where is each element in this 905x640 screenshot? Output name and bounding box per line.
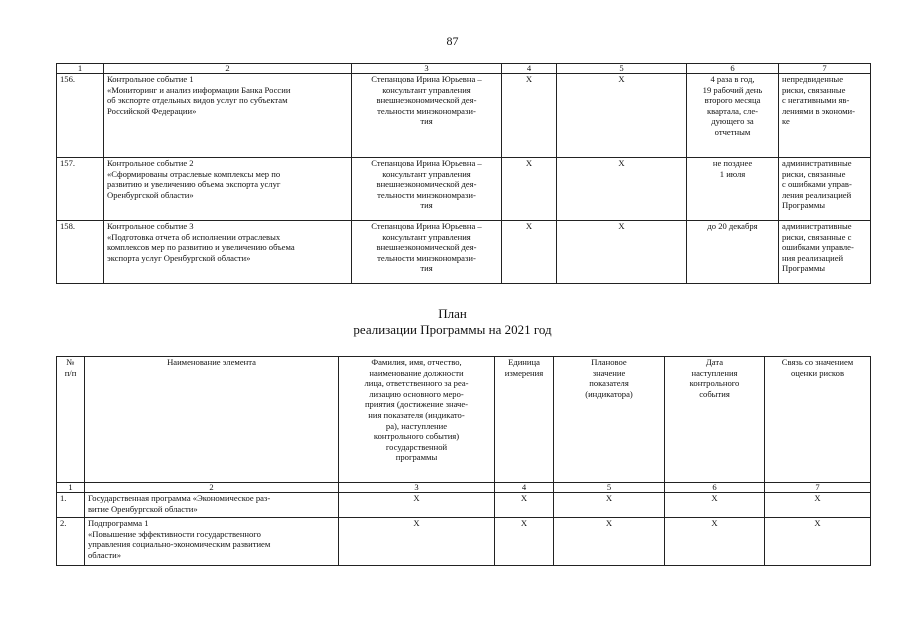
element-name: Контрольное событие 3 «Подготовка отчета об исполнении отраслевых комплексов мер по развитию и увеличению объема экспорта услуг Оренбургской области» (104, 221, 352, 284)
plan-value-cell: Х (557, 158, 687, 221)
column-number: 2 (104, 64, 352, 74)
table-row (57, 158, 871, 221)
header-number: № п/п (57, 357, 85, 483)
column-number: 6 (687, 64, 779, 74)
risk-cell: непредвиденные риски, связанные с негативными яв- лениями в экономи- ке (779, 74, 871, 158)
unit-cell: Х (495, 493, 554, 518)
table-column-numbers (57, 483, 871, 493)
plan-title: План (438, 306, 467, 321)
risk-cell: Х (765, 493, 871, 518)
row-number: 156. (57, 74, 104, 158)
plan-value-cell: Х (554, 493, 665, 518)
element-name: Контрольное событие 2 «Сформированы отраслевые комплексы мер по развитию и увеличению объема экспорта услуг Оренбургской области» (104, 158, 352, 221)
unit-cell: Х (502, 158, 557, 221)
column-number: 3 (339, 483, 495, 493)
plan-value-cell: Х (557, 221, 687, 284)
responsible-person: Степанцова Ирина Юрьевна – консультант управления внешнеэкономической дея- тельности минэкономрази- тия (352, 158, 502, 221)
unit-cell: Х (502, 221, 557, 284)
program-plan-table (56, 356, 871, 566)
unit-cell: Х (495, 518, 554, 566)
responsible-cell: Х (339, 493, 495, 518)
page-number: 87 (446, 34, 459, 48)
header-event-date: Дата наступления контрольного события (665, 357, 765, 483)
column-number: 5 (557, 64, 687, 74)
table-row (57, 74, 871, 158)
column-number: 2 (85, 483, 339, 493)
risk-cell: Х (765, 518, 871, 566)
element-name: Государственная программа «Экономическое раз- витие Оренбургской области» (85, 493, 339, 518)
header-risk-link: Связь со значением оценки рисков (765, 357, 871, 483)
table-row (57, 493, 871, 518)
event-date-cell: Х (665, 518, 765, 566)
column-number: 7 (765, 483, 871, 493)
plan-value-cell: Х (557, 74, 687, 158)
responsible-cell: Х (339, 518, 495, 566)
risk-cell: административные риски, связанные с ошибками управ- ления реализацией Программы (779, 158, 871, 221)
column-number: 1 (57, 483, 85, 493)
header-element-name: Наименование элемента (85, 357, 339, 483)
column-number: 1 (57, 64, 104, 74)
table-row (57, 221, 871, 284)
column-number: 6 (665, 483, 765, 493)
event-date-cell: 4 раза в год, 19 рабочий день второго месяца квартала, сле- дующего за отчетным (687, 74, 779, 158)
plan-value-cell: Х (554, 518, 665, 566)
responsible-person: Степанцова Ирина Юрьевна – консультант управления внешнеэкономической дея- тельности минэкономрази- тия (352, 221, 502, 284)
responsible-person: Степанцова Ирина Юрьевна – консультант управления внешнеэкономической дея- тельности минэкономрази- тия (352, 74, 502, 158)
event-date-cell: Х (665, 493, 765, 518)
column-number: 4 (502, 64, 557, 74)
unit-cell: Х (502, 74, 557, 158)
row-number: 1. (57, 493, 85, 518)
header-responsible: Фамилия, имя, отчество, наименование должности лица, ответственного за реа- лизацию основного меро- приятия (достижение значе- ния показателя (индикато- ра), наступление контрольного события) государственной программы (339, 357, 495, 483)
column-number: 7 (779, 64, 871, 74)
column-number: 5 (554, 483, 665, 493)
table-column-numbers (57, 64, 871, 74)
plan-subtitle: реализации Программы на 2021 год (353, 322, 552, 337)
header-plan-value: Плановое значение показателя (индикатора) (554, 357, 665, 483)
header-unit: Единица измерения (495, 357, 554, 483)
table-row (57, 518, 871, 566)
control-events-table (56, 63, 871, 284)
column-number: 4 (495, 483, 554, 493)
element-name: Контрольное событие 1 «Мониторинг и анализ информации Банка России об экспорте отдельных видов услуг по субъектам Российской Федерации» (104, 74, 352, 158)
risk-cell: административные риски, связанные с ошибками управле- ния реализацией Программы (779, 221, 871, 284)
row-number: 158. (57, 221, 104, 284)
element-name: Подпрограмма 1 «Повышение эффективности государственного управления социально-экономическим развитием области» (85, 518, 339, 566)
event-date-cell: не позднее 1 июля (687, 158, 779, 221)
row-number: 2. (57, 518, 85, 566)
table-header-row (57, 357, 871, 483)
row-number: 157. (57, 158, 104, 221)
event-date-cell: до 20 декабря (687, 221, 779, 284)
column-number: 3 (352, 64, 502, 74)
